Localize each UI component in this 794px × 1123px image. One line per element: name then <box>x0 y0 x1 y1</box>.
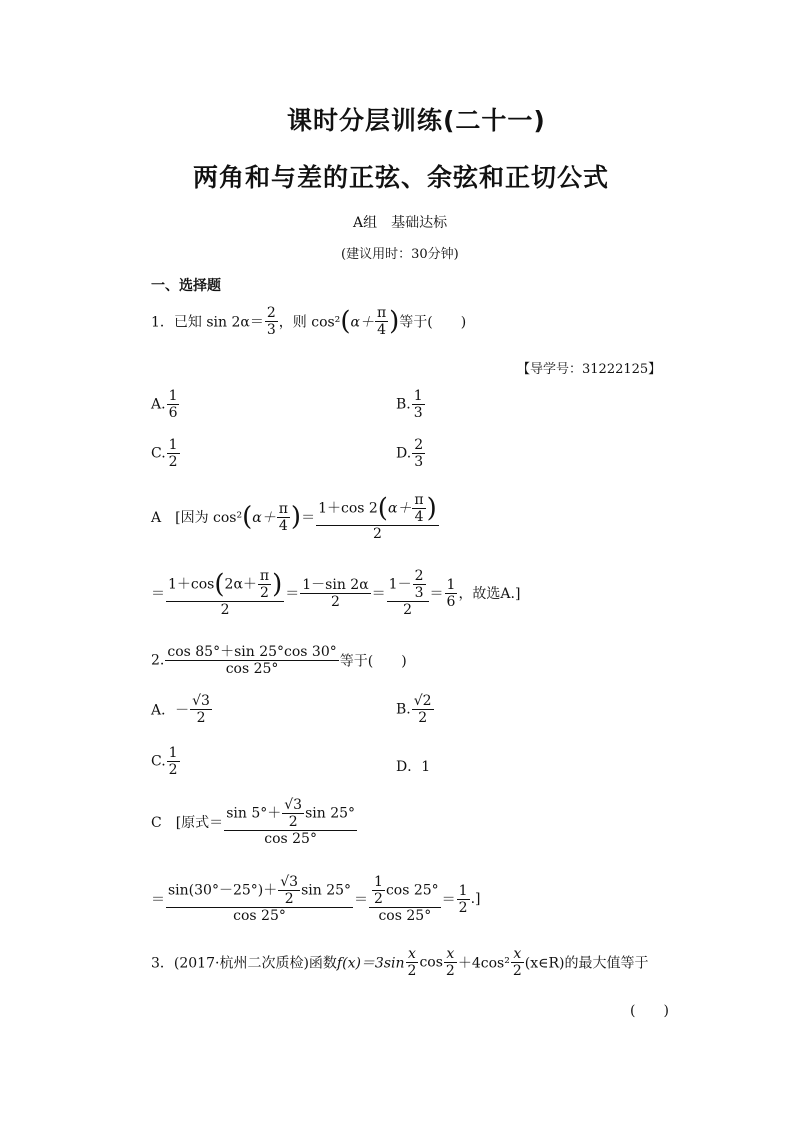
page-title: 课时分层训练(二十一) <box>287 106 546 135</box>
solution-1-line-1: A [因为 cos²(α＋ $\frac{\pi}{4}$ )＝ 1＋cos 2(α＋ $\frac{\pi}{4}$ ) 2 <box>151 492 437 543</box>
section-heading: 一、选择题 <box>151 278 221 294</box>
page-subtitle: 两角和与差的正弦、余弦和正切公式 <box>193 163 610 192</box>
solution-1-line-2: ＝ 1＋cos(2α＋ $\frac{\pi}{2}$ ) 2 ＝ $\frac{1-\sin 2\alpha}{2}$ ＝ 1－ $\frac{2}{3}$ 2 ＝ $\frac{1}{6}$ ，故选A.] <box>151 568 521 619</box>
option-c: C. $\frac{1}{2}$ <box>151 437 178 471</box>
option-c: C. $\frac{1}{2}$ <box>151 745 178 779</box>
reference-number: 【导学号：31222125】 <box>517 362 662 377</box>
option-b: B. $\frac{√2}{2}$ <box>396 693 432 727</box>
time-hint: (建议用时：30分钟) <box>341 247 459 262</box>
fraction: $\frac{2}{3}$ <box>266 305 276 339</box>
question-3: 3．(2017·杭州二次质检)函数f(x)＝3sin $\frac{x}{2}$ cos $\frac{x}{2}$ ＋4cos² $\frac{x}{2}$ (x∈R)的最大值等于 <box>151 946 649 980</box>
option-b: B. $\frac{1}{3}$ <box>396 388 423 422</box>
option-a: A．－ $\frac{√3}{2}$ <box>151 693 210 727</box>
question-1: 1．已知 sin 2α＝ $\frac{2}{3}$ ，则 cos²(α＋ $\frac{\pi}{4}$ )等于( ) <box>151 305 467 339</box>
option-d: D. $\frac{2}{3}$ <box>396 437 424 471</box>
solution-2-line-1: C [原式＝ sin 5°＋ $\frac{√3}{2}$ sin 25° cos 25° <box>151 797 356 848</box>
solution-2-line-2: ＝ sin(30°－25°)＋ $\frac{√3}{2}$ sin 25° cos 25° ＝ $\frac{1}{2}$ cos 25° cos 25° ＝ $\frac{1}{2}$ .] <box>151 874 481 925</box>
answer-blank: ( ) <box>630 1003 669 1019</box>
group-label: A组 基础达标 <box>353 215 448 231</box>
question-2: 2. $\frac{\cos 85^\circ+\sin 25^\circ\cos 30^\circ}{\cos 25^\circ}$ 等于( ) <box>151 644 407 678</box>
option-d: D．1 <box>396 759 431 775</box>
option-a: A. $\frac{1}{6}$ <box>151 388 178 422</box>
